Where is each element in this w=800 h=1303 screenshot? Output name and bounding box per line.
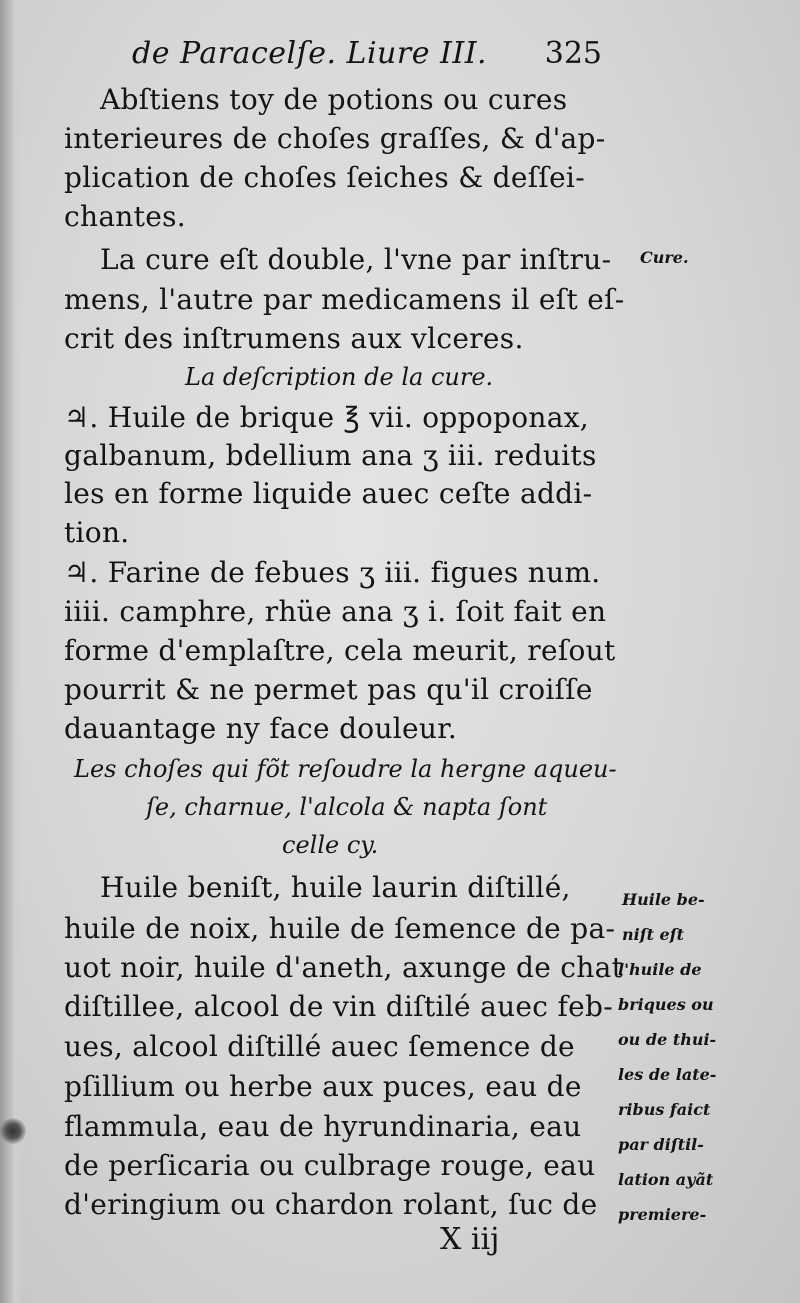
text-line: ues, alcool diſtillé auec ſemence de: [64, 1030, 575, 1063]
text-line: crit des inſtrumens aux vlceres.: [64, 322, 524, 355]
text-line: uot noir, huile d'aneth, axunge de chat: [64, 951, 624, 984]
text-line: d'eringium ou chardon rolant, ſuc de: [64, 1188, 598, 1221]
margin-note-cure: Cure.: [640, 248, 689, 267]
text-line: ♃. Huile de brique ℥ vii. oppoponax,: [64, 401, 589, 434]
text-line: les en forme liquide auec ceſte addi-: [64, 477, 593, 510]
text-line: interieures de choſes graſſes, & d'ap-: [64, 122, 606, 155]
text-line: plication de choſes ſeiches & deſſei-: [64, 161, 585, 194]
signature-mark: X iij: [440, 1222, 500, 1257]
page-edge-shadow: [0, 0, 22, 1303]
text-line: ♃. Farine de febues ʒ iii. figues num.: [64, 556, 601, 589]
text-line: mens, l'autre par medicamens il eſt eſ-: [64, 283, 625, 316]
section-heading: La deſcription de la cure.: [185, 363, 494, 391]
margin-note: lation ayãt: [618, 1170, 714, 1189]
margin-note: premiere-: [618, 1205, 707, 1224]
text-line: huile de noix, huile de ſemence de pa-: [64, 912, 616, 945]
text-line: forme d'emplaſtre, cela meurit, reſout: [64, 634, 616, 667]
text-line: tion.: [64, 516, 130, 549]
text-line: Abſtiens toy de potions ou cures: [100, 83, 568, 116]
text-line: diſtillee, alcool de vin diſtilé auec feb-: [64, 990, 613, 1023]
text-line: de perſicaria ou culbrage rouge, eau: [64, 1149, 596, 1182]
text-line: La cure eſt double, l'vne par inſtru-: [100, 243, 612, 276]
margin-note: par diſtil-: [618, 1135, 704, 1154]
margin-note: ribus faict: [618, 1100, 711, 1119]
margin-note: ou de thui-: [618, 1030, 717, 1049]
text-line: pourrit & ne permet pas qu'il croiſſe: [64, 673, 593, 706]
section-heading: Les choſes qui fõt reſoudre la hergne aqueu-: [74, 755, 617, 783]
margin-note: briques ou: [618, 995, 714, 1014]
text-line: pſillium ou herbe aux puces, eau de: [64, 1070, 582, 1103]
running-head: de Paracelſe. Liure III.: [132, 36, 488, 71]
text-line: chantes.: [64, 200, 186, 233]
page-header: [132, 36, 602, 88]
margin-note: les de late-: [618, 1065, 717, 1084]
margin-note: l'huile de: [618, 960, 702, 979]
text-line: Huile beniſt, huile laurin diſtillé,: [100, 871, 571, 904]
text-line: iiii. camphre, rhüe ana ʒ i. ſoit fait en: [64, 595, 607, 628]
text-line: dauantage ny face douleur.: [64, 712, 458, 745]
margin-note: niſt eſt: [622, 925, 685, 944]
page-number: 325: [544, 36, 602, 71]
text-line: galbanum, bdellium ana ʒ iii. reduits: [64, 439, 597, 472]
ink-smudge: [0, 1118, 26, 1144]
section-heading: ſe, charnue, l'alcola & napta ſont: [146, 793, 548, 821]
margin-note: Huile be-: [622, 890, 705, 909]
text-line: flammula, eau de hyrundinaria, eau: [64, 1110, 582, 1143]
section-heading: celle cy.: [282, 831, 379, 859]
